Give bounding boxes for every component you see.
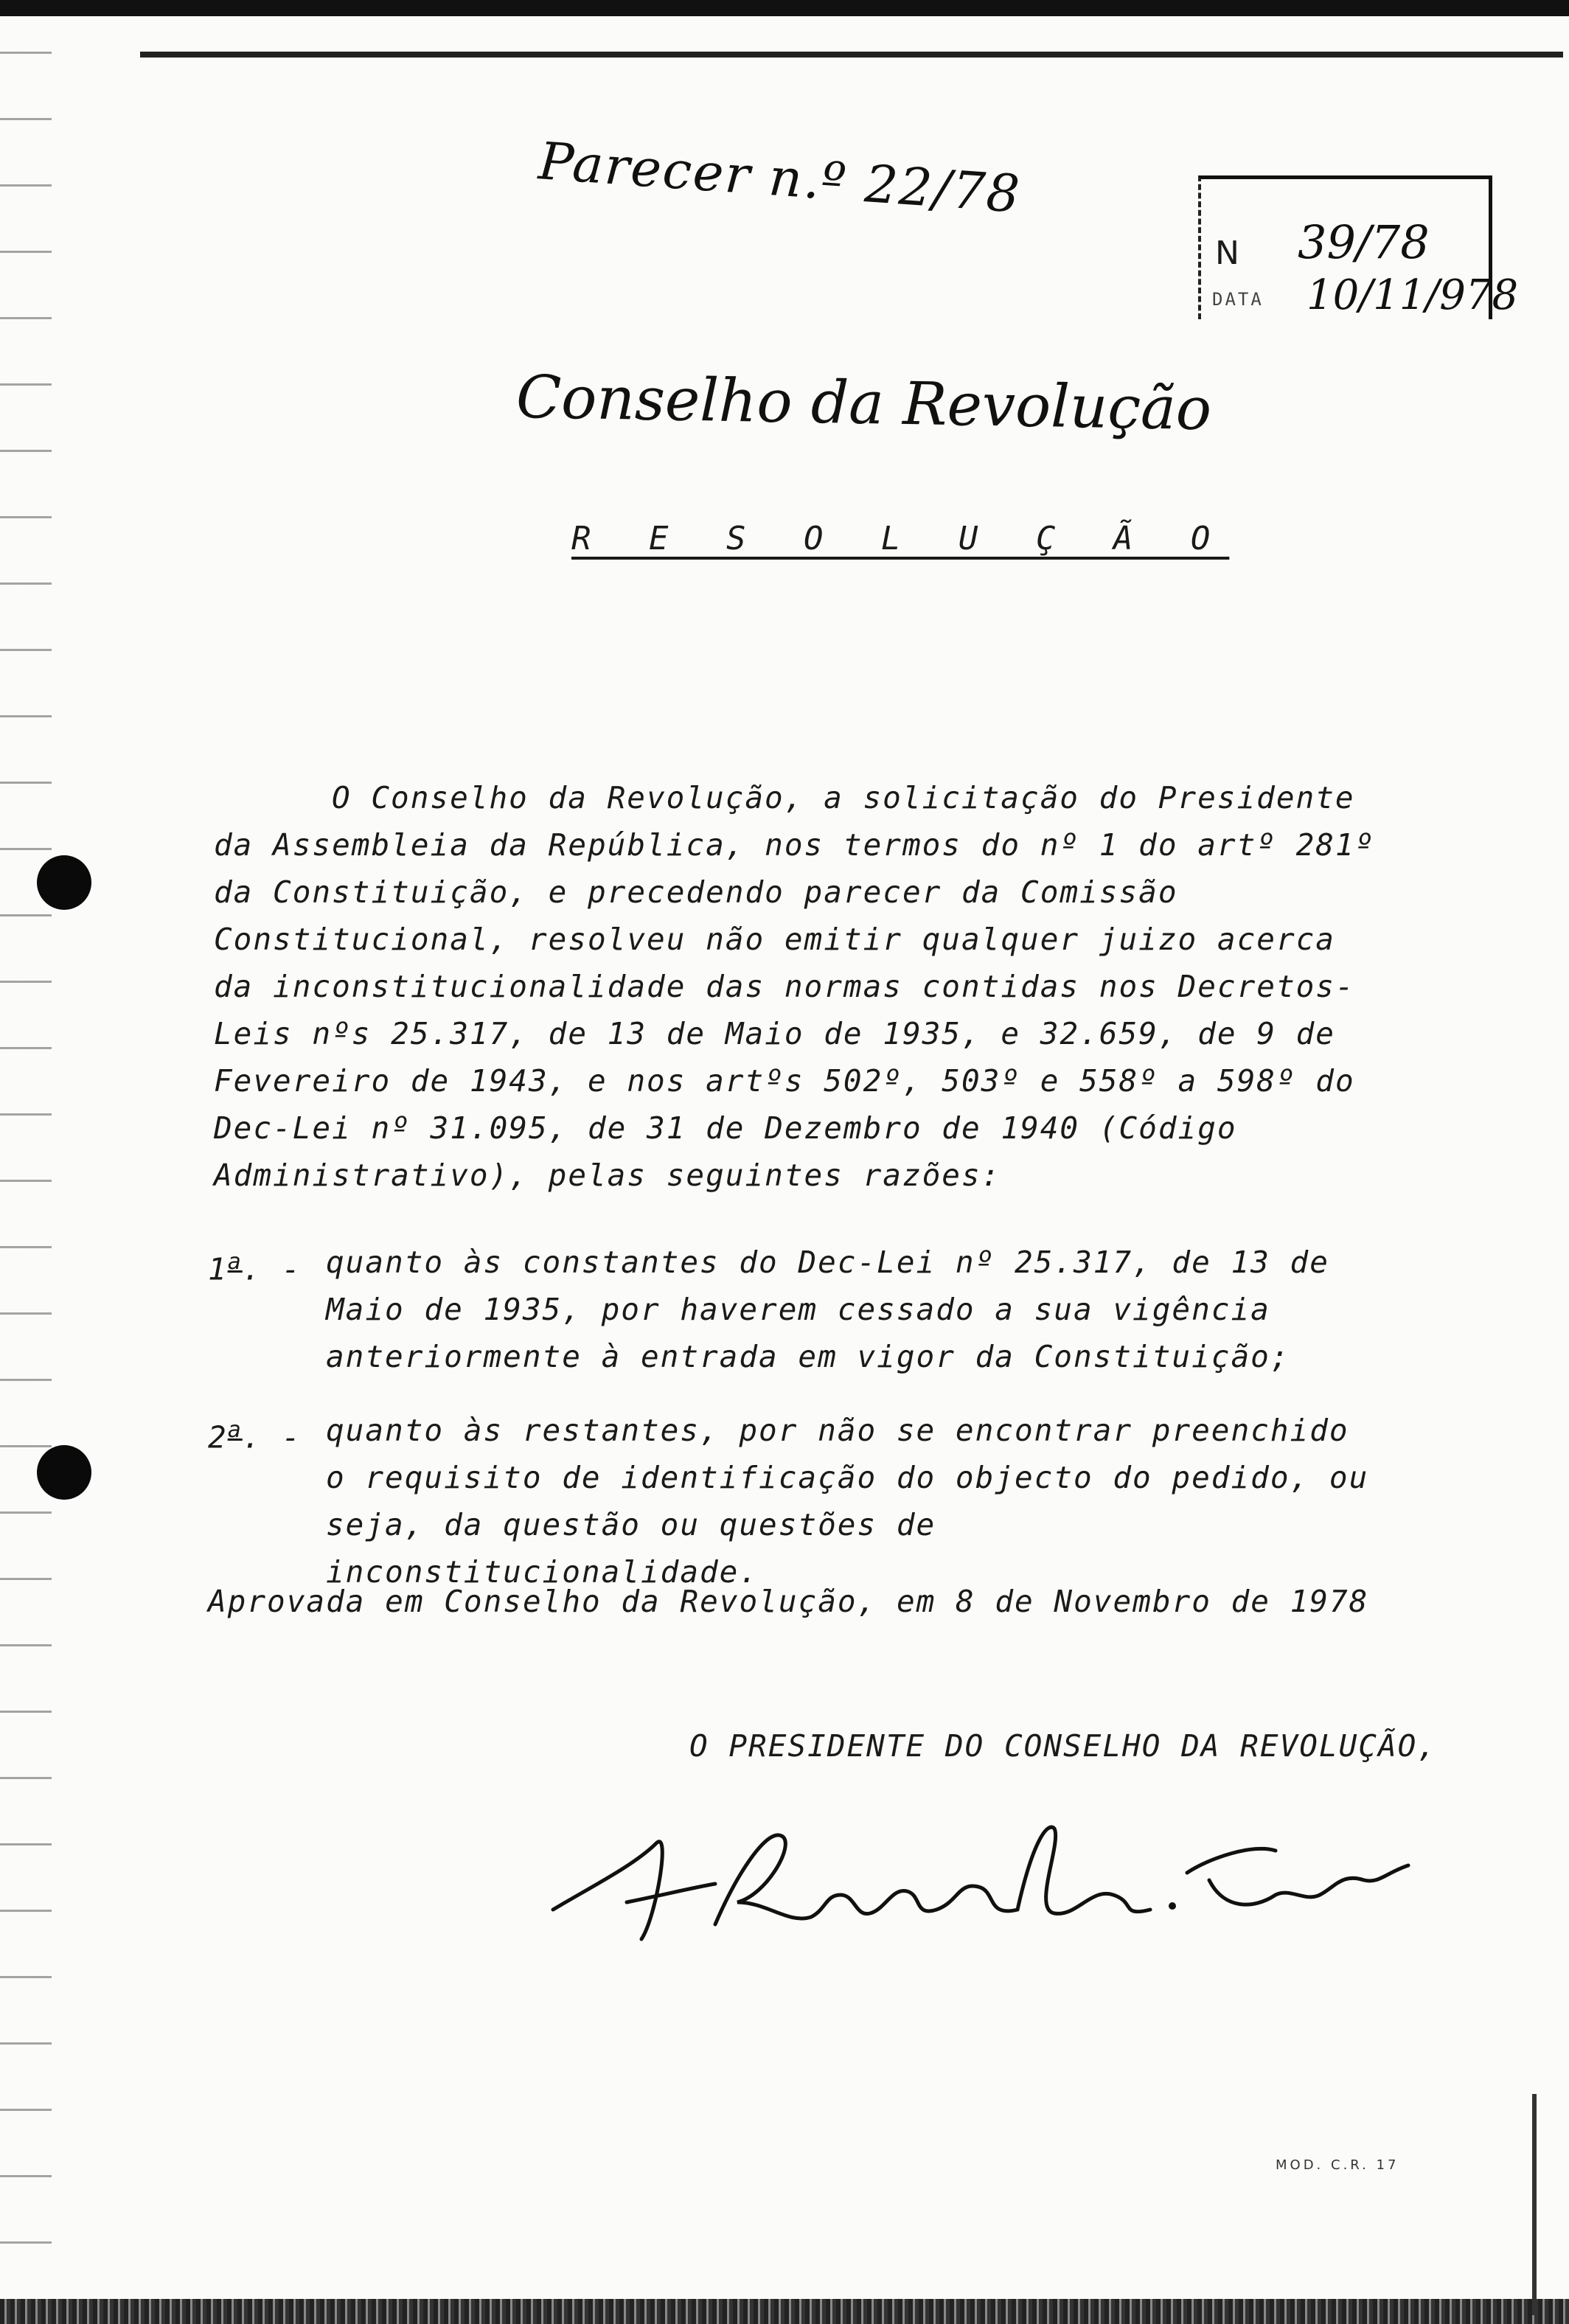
punch-hole-top — [37, 855, 91, 910]
handwritten-signature — [546, 1799, 1416, 1969]
reason-item-text: quanto às restantes, por não se encontrar preenchido o requisito de identificação do objecto do pedido, ou seja, da questão ou questões de inconstitucionalidade. — [326, 1413, 1369, 1590]
scan-left-edge-noise — [0, 22, 52, 2293]
main-paragraph-text: O Conselho da Revolução, a solicitação do Presidente da Assembleia da República, nos termos do nº 1 do artº 281º da Constituição, e precedendo parecer da Comissão Constitucional, resolveu não emitir qualquer juizo acerca da inconstitucionalidade das normas contidas nos Decretos-Leis nºs 25.317, de 13 de Maio de 1935, e 32.659, de 9 de Fevereiro de 1943, e nos artºs 502º, 503º e 558º a 598º do Dec-Lei nº 31.095, de 31 de Dezembro de 1940 (Código Administrativo), pelas seguintes razões: — [214, 780, 1375, 1193]
handwritten-parecer-note: Parecer n.º 22/78 — [536, 131, 1023, 225]
main-paragraph — [214, 774, 1379, 1199]
stamp-date: 10/11/978 — [1307, 271, 1519, 319]
document-title: R E S O L U Ç Ã O — [571, 520, 1230, 557]
reason-item — [208, 1239, 1388, 1380]
reason-item-number: 1$^a$. - — [208, 1249, 302, 1287]
approval-statement: Aprovada em Conselho da Revolução, em 8 de Novembro de 1978 — [208, 1584, 1369, 1619]
punch-hole-bottom — [37, 1445, 91, 1500]
reason-item-text: quanto às constantes do Dec-Lei nº 25.317, de 13 de Maio de 1935, por haverem cessado a sua vigência anteriormente à entrada em vigor da Constituição; — [326, 1245, 1329, 1374]
stamp-n-label: N — [1215, 234, 1239, 272]
signatory-title: O PRESIDENTE DO CONSELHO DA REVOLUÇÃO, — [689, 1728, 1437, 1764]
scan-right-edge — [1532, 2094, 1537, 2315]
stamp-date-label: DATA — [1212, 289, 1264, 310]
scan-top-border — [0, 0, 1569, 16]
reason-item — [208, 1407, 1388, 1596]
stamp-number: 39/78 — [1298, 215, 1430, 269]
scan-bottom-border — [0, 2299, 1569, 2324]
reason-item-number: 2$^a$. - — [208, 1417, 302, 1455]
form-code: MOD. C.R. 17 — [1276, 2157, 1399, 2173]
scan-top-rule — [140, 52, 1563, 58]
council-letterhead: Conselho da Revolução — [515, 362, 1212, 444]
